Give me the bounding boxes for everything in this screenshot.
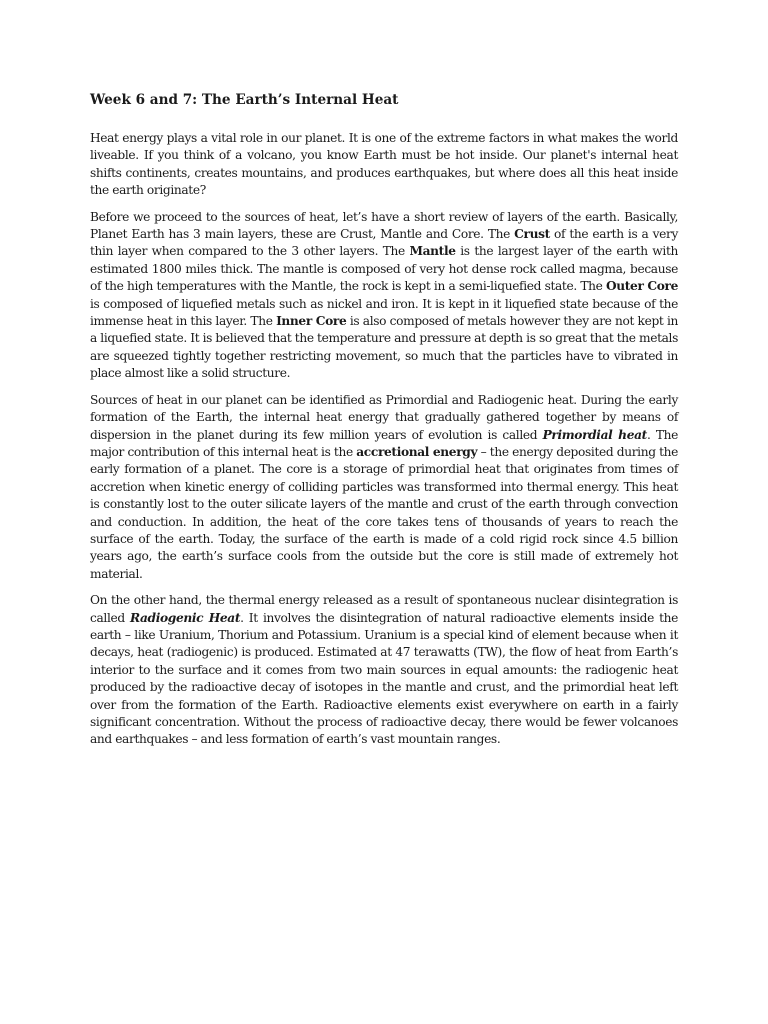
document-page [90, 92, 678, 758]
paragraph-text: Before we proceed to the sources of heat, let’s have a short review of layers of the earth. Basically, Planet Earth has 3 main layers, these are Crust, Mantle and Core. The [90, 209, 678, 242]
term-crust: Crust [514, 227, 550, 242]
term-mantle: Mantle [409, 244, 456, 259]
paragraph-text: On the other hand, the thermal energy released as a result of spontaneous nuclear disintegration is called [90, 593, 678, 625]
paragraph-text: of the earth is a very thin layer when compared to the 3 other layers. The [90, 227, 678, 259]
paragraph-text: – the energy deposited during the early formation of a planet. The core is a storage of primordial heat that originates from times of accretion when kinetic energy of colliding particles was transformed into thermal energy. This heat is constantly lost to the outer silicate layers of the mantle and crust of the earth through convection and conduction. In addition, the heat of the core takes tens of thousands of years to reach the surface of the earth. Today, the surface of the earth is made of a cold rigid rock since 4.5 billion years ago, the earth’s surface cools from the outside but the core is still made of extremely hot material. [90, 444, 679, 581]
paragraph-text: Heat energy plays a vital role in our planet. It is one of the extreme factors in what makes the world liveable. If you think of a volcano, you know Earth must be hot inside. Our planet's internal heat shifts continents, creates mountains, and produces earthquakes, but where does all this heat inside the earth originate? [90, 131, 678, 198]
paragraph-text: Sources of heat in our planet can be identified as Primordial and Radiogenic heat. During the early formation of the Earth, the internal heat energy that gradually gathered together by means of dispersion in the planet during its few million years of evolution is called [90, 392, 678, 442]
paragraph-intro [90, 130, 678, 200]
term-primordial-heat: Primordial heat [542, 427, 647, 442]
paragraph-radiogenic-heat [90, 592, 678, 749]
paragraph-earth-layers [90, 209, 678, 383]
paragraph-text: is the largest layer of the earth with estimated 1800 miles thick. The mantle is composed of very hot dense rock called magma, because of the high temperatures with the Mantle, the rock is kept in a semi-liquefied state. The [90, 244, 678, 294]
paragraph-primordial-heat [90, 392, 678, 583]
term-outer-core: Outer Core [606, 279, 678, 294]
paragraph-text: is composed of liquefied metals such as nickel and iron. It is kept in it liquefied state because of the immense heat in this layer. The [90, 296, 678, 329]
term-radiogenic-heat: Radiogenic Heat [129, 610, 241, 625]
document-title: Week 6 and 7: The Earth’s Internal Heat [90, 92, 399, 108]
paragraph-text: . The major contribution of this internal heat is the [90, 427, 678, 459]
term-accretional-energy: accretional energy [356, 444, 478, 459]
paragraph-text: . It involves the disintegration of natural radioactive elements inside the earth – like Uranium, Thorium and Potassium. Uranium is a special kind of element because when it decays, heat (radiogenic) is produced. Estimated at 47 terawatts (TW), the flow of heat from Earth’s interior to the surface and it comes from two main sources in equal amounts: the radiogenic heat produced by the radioactive decay of isotopes in the mantle and crust, and the primordial heat left over from the formation of the Earth. Radioactive elements exist everywhere on earth in a fairly significant concentration. Without the process of radioactive decay, there would be fewer volcanoes and earthquakes – and less formation of earth’s vast mountain ranges. [90, 610, 678, 747]
term-inner-core: Inner Core [276, 314, 347, 329]
paragraph-text: is also composed of metals however they are not kept in a liquefied state. It is believed that the temperature and pressure at depth is so great that the metals are squeezed tightly together restricting movement, so much that the particles have to vibrated in place almost like a solid structure. [90, 314, 678, 381]
